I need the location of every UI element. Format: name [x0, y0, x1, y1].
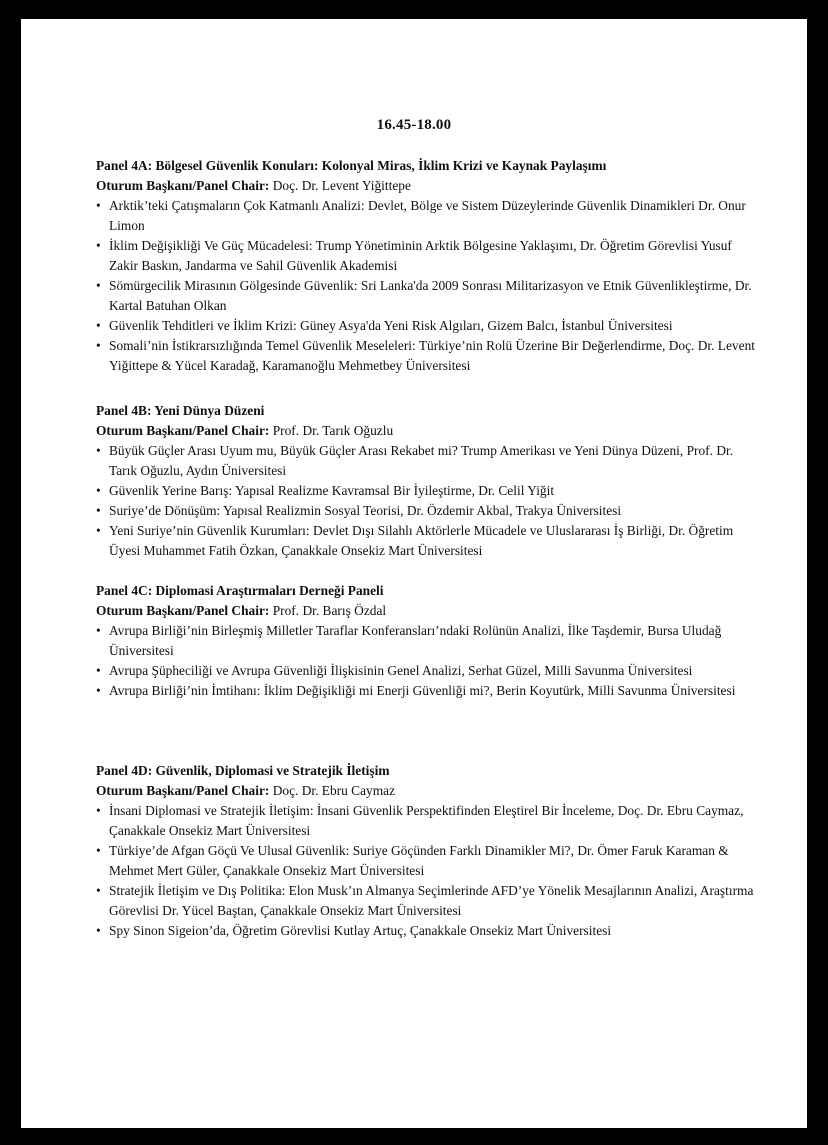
- list-item: • Stratejik İletişim ve Dış Politika: Elon Musk’ın Almanya Seçimlerinde AFD’ye Yönelik Mesajlarının Analizi, Araştırma Görevlisi Dr. Yücel Baştan, Çanakkale Onsekiz Mart Üniversitesi: [96, 881, 756, 921]
- paper-list: [96, 621, 756, 701]
- panel-4d: [96, 761, 756, 941]
- list-item: • İklim Değişikliği Ve Güç Mücadelesi: Trump Yönetiminin Arktik Bölgesine Yaklaşımı, Dr. Öğretim Görevlisi Yusuf Zakir Baskın, Jandarma ve Sahil Güvenlik Akademisi: [96, 236, 756, 276]
- paper-list: [96, 441, 756, 561]
- panel-chair: [96, 176, 756, 196]
- list-item: • Avrupa Birliği’nin Birleşmiş Milletler Taraflar Konferansları’ndaki Rolünün Analizi, İlke Taşdemir, Bursa Uludağ Üniversitesi: [96, 621, 756, 661]
- list-item: • İnsani Diplomasi ve Stratejik İletişim: İnsani Güvenlik Perspektifinden Eleştirel Bir İnceleme, Doç. Dr. Ebru Caymaz, Çanakkale Onsekiz Mart Üniversitesi: [96, 801, 756, 841]
- list-item: • Suriye’de Dönüşüm: Yapısal Realizmin Sosyal Teorisi, Dr. Özdemir Akbal, Trakya Üniversitesi: [96, 501, 756, 521]
- document-page: [21, 19, 807, 1128]
- panel-4c: [96, 581, 756, 701]
- paper-list: [96, 196, 756, 376]
- chair-name: Prof. Dr. Barış Özdal: [269, 603, 387, 618]
- panel-title: Panel 4B: Yeni Dünya Düzeni: [96, 403, 265, 418]
- chair-label: Oturum Başkanı/Panel Chair:: [96, 423, 270, 438]
- panel-4b: [96, 401, 756, 561]
- chair-label: Oturum Başkanı/Panel Chair:: [96, 783, 270, 798]
- chair-label: Oturum Başkanı/Panel Chair:: [96, 178, 270, 193]
- list-item: • Avrupa Birliği’nin İmtihanı: İklim Değişikliği mi Enerji Güvenliği mi?, Berin Koyutürk, Milli Savunma Üniversitesi: [96, 681, 756, 701]
- list-item: • Spy Sinon Sigeion’da, Öğretim Görevlisi Kutlay Artuç, Çanakkale Onsekiz Mart Üniversitesi: [96, 921, 756, 941]
- paper-list: [96, 801, 756, 941]
- list-item: • Arktik’teki Çatışmaların Çok Katmanlı Analizi: Devlet, Bölge ve Sistem Düzeylerinde Güvenlik Dinamikleri Dr. Onur Limon: [96, 196, 756, 236]
- time-slot: 16.45-18.00: [376, 117, 452, 133]
- panel-chair: [96, 781, 756, 801]
- list-item: • Somali’nin İstikrarsızlığında Temel Güvenlik Meseleleri: Türkiye’nin Rolü Üzerine Bir Değerlendirme, Doç. Dr. Levent Yiğittepe & Yücel Karadağ, Karamanoğlu Mehmetbey Üniversitesi: [96, 336, 756, 376]
- list-item: • Türkiye’de Afgan Göçü Ve Ulusal Güvenlik: Suriye Göçünden Farklı Dinamikler Mi?, Dr. Ömer Faruk Karaman & Mehmet Mert Güler, Çanakkale Onsekiz Mart Üniversitesi: [96, 841, 756, 881]
- chair-name: Doç. Dr. Ebru Caymaz: [269, 783, 396, 798]
- chair-name: Doç. Dr. Levent Yiğittepe: [269, 178, 411, 193]
- list-item: • Yeni Suriye’nin Güvenlik Kurumları: Devlet Dışı Silahlı Aktörlerle Mücadele ve Uluslararası İş Birliği, Dr. Öğretim Üyesi Muhammet Fatih Özkan, Çanakkale Onsekiz Mart Üniversitesi: [96, 521, 756, 561]
- panel-title: Panel 4D: Güvenlik, Diplomasi ve Stratejik İletişim: [96, 763, 390, 778]
- panel-chair: [96, 421, 756, 441]
- chair-name: Prof. Dr. Tarık Oğuzlu: [269, 423, 394, 438]
- list-item: • Güvenlik Yerine Barış: Yapısal Realizme Kavramsal Bir İyileştirme, Dr. Celil Yiğit: [96, 481, 756, 501]
- list-item: • Sömürgecilik Mirasının Gölgesinde Güvenlik: Sri Lanka'da 2009 Sonrası Militarizasyon ve Etnik Güvenlikleştirme, Dr. Kartal Batuhan Olkan: [96, 276, 756, 316]
- chair-label: Oturum Başkanı/Panel Chair:: [96, 603, 270, 618]
- panel-title: Panel 4A: Bölgesel Güvenlik Konuları: Kolonyal Miras, İklim Krizi ve Kaynak Paylaşımı: [96, 158, 607, 173]
- panel-chair: [96, 601, 756, 621]
- list-item: • Güvenlik Tehditleri ve İklim Krizi: Güney Asya'da Yeni Risk Algıları, Gizem Balcı, İstanbul Üniversitesi: [96, 316, 756, 336]
- list-item: • Büyük Güçler Arası Uyum mu, Büyük Güçler Arası Rekabet mi? Trump Amerikası ve Yeni Dünya Düzeni, Prof. Dr. Tarık Oğuzlu, Aydın Üniversitesi: [96, 441, 756, 481]
- panel-title: Panel 4C: Diplomasi Araştırmaları Derneği Paneli: [96, 583, 384, 598]
- list-item: • Avrupa Şüpheciliği ve Avrupa Güvenliği İlişkisinin Genel Analizi, Serhat Güzel, Milli Savunma Üniversitesi: [96, 661, 756, 681]
- panel-4a: [96, 156, 756, 376]
